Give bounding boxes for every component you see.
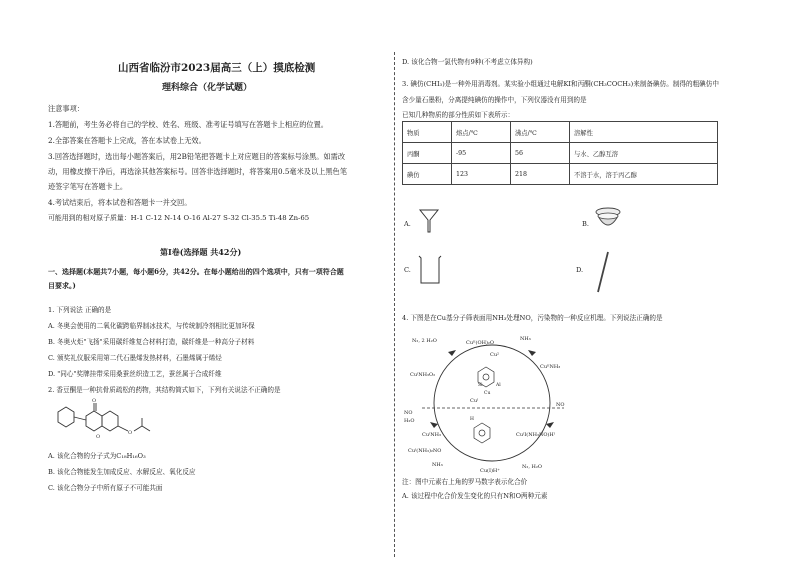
apparatus-label-b: B. <box>582 220 589 228</box>
label-cu-top-left: Cuᴵᴵ(OH)₂O <box>466 340 494 346</box>
apparatus-label-a: A. <box>404 220 411 228</box>
label-no-left: NO <box>404 410 413 416</box>
table-cell: 218 <box>511 164 570 185</box>
q3-stem: 3. 碘仿(CHI₃)是一种外用消毒剂。某实验小组通过电解KI和丙酮(CH₃COCH₃)来制备碘仿。制得的粗碘仿中 <box>402 80 719 88</box>
funnel-icon <box>418 208 440 234</box>
notice-line: 迹签字笔写在答题卡上。 <box>48 182 128 191</box>
q3-stem: 含少量石墨粉，分离提纯碘仿的操作中，下列仪器没有用到的是 <box>402 96 587 104</box>
label-cu-left-low: CuᴵNH₃ <box>422 432 442 438</box>
label-atom-h: H <box>470 417 474 422</box>
label-nh3-top: NH₃ <box>520 336 531 342</box>
label-cu-center: Cuᴵ <box>470 398 479 404</box>
q4-note: 注：图中元素右上角的罗马数字表示化合价 <box>402 478 528 486</box>
label-nh3-bottom: NH₃ <box>432 462 443 468</box>
table-header-cell: 沸点/℃ <box>511 122 570 143</box>
q2-option-c: C. 该化合物分子中所有原子不可能共面 <box>48 484 163 492</box>
section-intro: 一、选择题(本题共7小题，每小题6分，共42分。在每小题给出的四个选项中，只有一项符合题 <box>48 267 344 276</box>
table-cell: 不溶于水，溶于丙乙醇 <box>570 164 718 185</box>
label-h2o-left: H₂O <box>404 418 415 424</box>
label-cu-right-mid: CuᴵᴵNH₃ <box>540 364 561 370</box>
exam-title: 山西省临汾市2023届高三（上）摸底检测 <box>118 62 316 74</box>
label-n2-h2o-bottom: N₂, H₂O <box>522 464 543 470</box>
table-cell: 与水、乙醇互溶 <box>570 143 718 164</box>
q2-option-d: D. 该化合物一氯代物有9种(不考虑立体异构) <box>402 58 533 66</box>
q3-stem: 已知几种物质的部分性质如下表所示： <box>402 111 515 119</box>
svg-text:O: O <box>128 430 133 436</box>
q1-stem: 1. 下列说法 正确的是 <box>48 306 112 314</box>
coumarin-structure <box>48 398 188 446</box>
svg-text:O: O <box>96 434 101 440</box>
label-cu2-top: Cu² <box>490 352 500 358</box>
notice-line: 2.全部答案在答题卡上完成，答在本试卷上无效。 <box>48 136 206 145</box>
apparatus-label-d: D. <box>576 266 584 274</box>
atomic-mass-line: 可能用到的相对原子质量：H-1 C-12 N-14 O-16 Al-27 S-32 Cl-35.5 Ti-48 Zn-65 <box>48 214 310 222</box>
notice-line: 1.答题前，考生务必将自己的学校、姓名、班级、准考证号填写在答题卡上相应的位置。 <box>48 120 328 129</box>
exam-subtitle: 理科综合（化学试题） <box>162 83 253 93</box>
table-cell: 56 <box>511 143 570 164</box>
notice-line: 4.考试结束后，将本试卷和答题卡一并交回。 <box>48 198 192 207</box>
label-cu-right-low: CuᴵI(NH₃NO)Hᴵ <box>516 432 555 438</box>
label-cu-bottom: Cu(Ⅰ)H⁺ <box>480 468 500 474</box>
label-cu-left-mid: CuᴵNH₃O₂ <box>410 372 436 378</box>
table-header-row <box>403 122 718 143</box>
table-header-cell: 物质 <box>403 122 452 143</box>
q4-stem: 4. 下图是在Cu基分子筛表面用NH₃处理NO，污染物的一种反应机理。下列说法正确的是 <box>402 314 663 322</box>
section-title: 第Ⅰ卷(选择题 共42分) <box>160 247 242 257</box>
table-cell: 碘仿 <box>403 164 452 185</box>
q2-stem: 2. 香豆酮是一种抗骨质疏松的药物，其结构简式如下，下列有关说法不正确的是 <box>48 386 281 394</box>
q1-option-c: C. 颁奖礼仪服采用第二代石墨烯发热材料，石墨烯属于烯烃 <box>48 354 222 362</box>
q1-option-a: A. 冬奥会使用的二氧化碳跨临界制冰技术，与传统制冷剂相比更加环保 <box>48 322 255 330</box>
table-cell: 丙酮 <box>403 143 452 164</box>
svg-text:O: O <box>92 398 97 404</box>
notice-heading: 注意事项： <box>48 104 84 113</box>
table-row <box>403 143 718 164</box>
beaker-icon <box>416 254 444 286</box>
label-n2-h2o-top: N₂, 2 H₂O <box>412 338 437 344</box>
column-divider <box>394 52 395 557</box>
q1-option-b: B. 冬奥火炬"飞扬"采用碳纤维复合材料打造，碳纤维是一种高分子材料 <box>48 338 255 346</box>
q1-option-d: D. "同心"奖牌挂带采用桑蚕丝织造工艺，蚕丝属于合成纤维 <box>48 370 222 378</box>
table-cell: -95 <box>452 143 511 164</box>
section-intro: 目要求。) <box>48 281 76 290</box>
table-header-cell: 熔点/℃ <box>452 122 511 143</box>
apparatus-label-c: C. <box>404 266 411 274</box>
table-row <box>403 164 718 185</box>
label-atom-si: Si <box>478 383 483 388</box>
label-cu-bottom-left: Cuᴵ(NH₃)₂NO <box>408 448 442 454</box>
notice-line: 动，用橡皮擦干净后，再选涂其他答案标号。回答非选择题时，将答案用0.5毫米及以上黑色笔 <box>48 167 347 176</box>
label-atom-al: Al <box>496 383 501 388</box>
table-cell: 123 <box>452 164 511 185</box>
label-atom-cu: Cu <box>484 391 491 396</box>
property-table <box>402 121 718 185</box>
table-header-cell: 溶解性 <box>570 122 718 143</box>
q2-option-a: A. 该化合物的分子式为C₁₈H₁₆O₃ <box>48 452 146 460</box>
glass-rod-icon <box>594 250 614 294</box>
label-no-right: NO <box>556 402 565 408</box>
q4-option-a: A. 该过程中化合价发生变化的只有N和O两种元素 <box>402 492 548 500</box>
q2-option-b: B. 该化合物能发生加成反应、水解反应、氧化反应 <box>48 468 196 476</box>
notice-line: 3.回答选择题时，选出每小题答案后，用2B铅笔把答题卡上对应题目的答案标号涂黑。如需改 <box>48 152 346 161</box>
crucible-icon <box>590 204 626 234</box>
reaction-cycle-diagram <box>404 328 584 478</box>
